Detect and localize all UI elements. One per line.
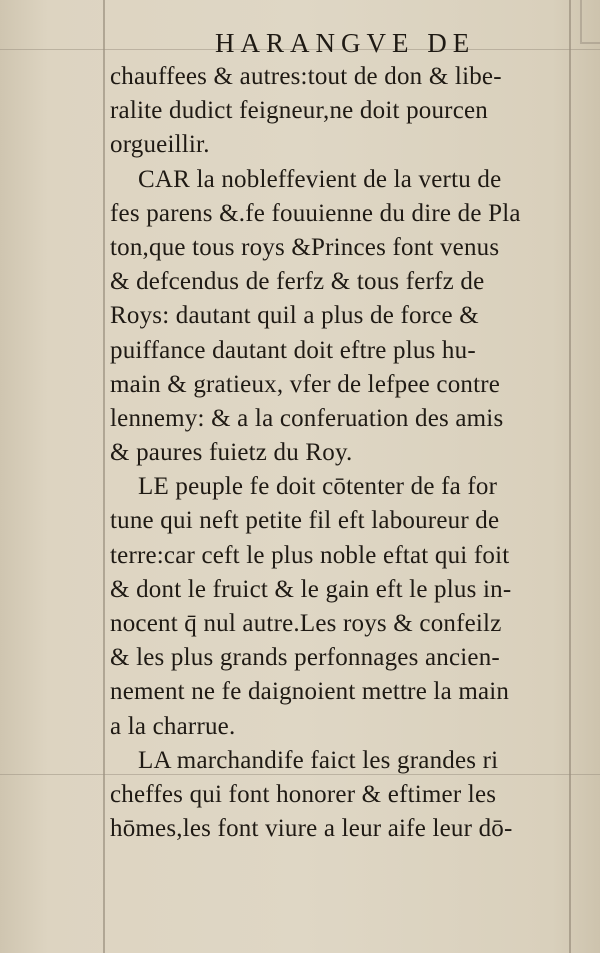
running-header: HARANGVE DE [215,28,476,58]
text-line: chauffees & autres:tout de don & libe- [110,63,502,90]
text-line: fes parens &.fe fouuienne du dire de Pla [110,199,521,227]
text-line: & paures fuietz du Roy. [110,439,353,467]
left-margin-rule [103,0,105,953]
text-line: hōmes,les font viure a leur aife leur dō- [110,815,513,843]
paragraph-start-line: LA marchandife faict les grandes ri [138,746,499,774]
text-line: ton,que tous roys &Princes font venus [110,233,500,261]
text-line: tune qui neft petite fil eft laboureur de [110,507,500,535]
text-line: & defcendus de ferfz & tous ferfz de [110,268,485,296]
text-line: puiffance dautant doit eftre plus hu- [110,336,476,364]
text-block [110,60,570,846]
text-line: lennemy: & a la conferuation des amis [110,404,504,432]
text-line: ralite dudict feigneur,ne doit pourcen [110,97,488,125]
text-line: Roys: dautant quil a plus de force & [110,302,479,330]
paragraph-start-line: CAR la nobleffevient de la vertu de [138,165,502,193]
text-line: & dont le fruict & le gain eft le plus in- [110,575,512,603]
text-line: terre:car ceft le plus noble eftat qui foit [110,541,510,569]
text-line: nocent q̄ nul autre.Les roys & confeilz [110,610,502,637]
text-line: main & gratieux, vfer de lefpee contre [110,370,501,398]
corner-mark [580,0,600,44]
paragraph-start-line: LE peuple fe doit cōtenter de fa for [138,473,498,501]
text-line: & les plus grands perfonnages ancien- [110,644,500,672]
text-line: cheffes qui font honorer & eftimer les [110,780,497,808]
text-line: nement ne fe daignoient mettre la main [110,678,510,706]
text-line: a la charrue. [110,712,236,740]
text-line: orgueillir. [110,131,210,159]
